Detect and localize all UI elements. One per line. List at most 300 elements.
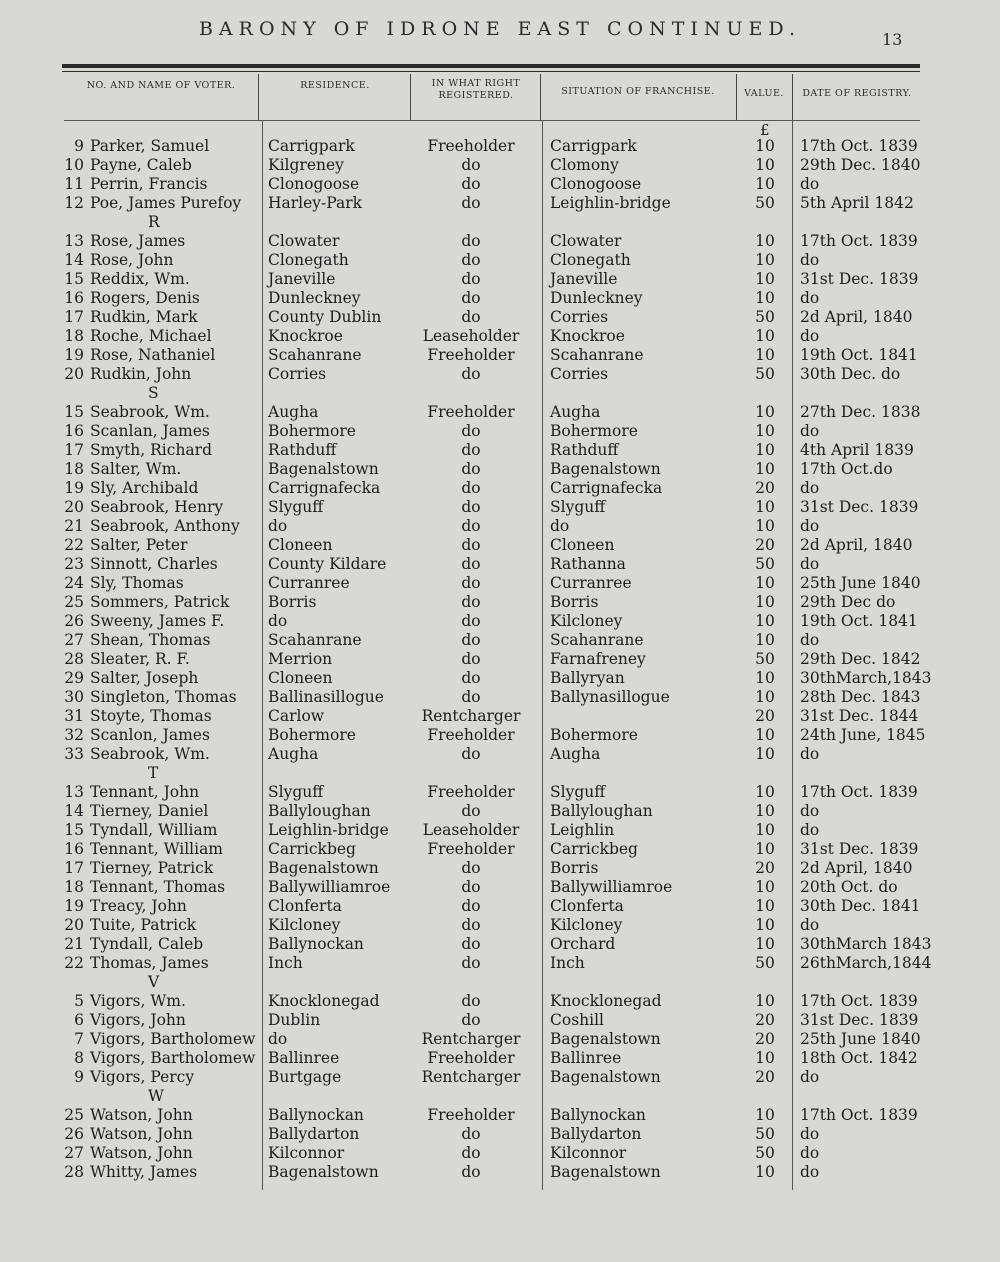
table-row [0, 326, 1000, 346]
registered-right: do [461, 593, 481, 611]
franchise-value: 10 [755, 783, 775, 801]
registry-date: 29th Dec. 1842 [800, 650, 921, 668]
voter-number: 21 [64, 517, 84, 535]
franchise-situation: Coshill [550, 1011, 605, 1029]
voter-name: Scanlan, James [90, 422, 210, 440]
voter-number: 20 [64, 916, 84, 934]
table-row [0, 269, 1000, 289]
franchise-situation: Ballyryan [550, 669, 625, 687]
residence: Carrickbeg [268, 840, 356, 858]
franchise-value: 10 [755, 441, 775, 459]
voter-number: 23 [64, 555, 84, 573]
registered-right: Freeholder [427, 840, 515, 858]
table-row [0, 953, 1000, 973]
col-header-no-name: NO. AND NAME OF VOTER. [86, 80, 236, 91]
registry-date: 20th Oct. do [800, 878, 898, 896]
table-row [0, 858, 1000, 878]
registered-right: do [461, 878, 481, 896]
franchise-situation: Slyguff [550, 498, 606, 516]
voter-name: Salter, Joseph [90, 669, 199, 687]
registered-right: Leaseholder [422, 821, 520, 839]
residence: Janeville [268, 270, 336, 288]
residence: Bohermore [268, 422, 356, 440]
registry-date: do [800, 479, 820, 497]
registered-right: do [461, 251, 481, 269]
table-row [0, 250, 1000, 270]
residence: Ballywilliamroe [268, 878, 391, 896]
table-row [0, 1162, 1000, 1182]
table-row [0, 573, 1000, 593]
registered-right: Leaseholder [422, 327, 520, 345]
registry-date: 31st Dec. 1844 [800, 707, 919, 725]
voter-number: 22 [64, 536, 84, 554]
registry-date: 30th Dec. 1841 [800, 897, 921, 915]
voter-name: Roche, Michael [90, 327, 212, 345]
registered-right: Freeholder [427, 726, 515, 744]
col-header-value: VALUE. [744, 88, 784, 99]
header-rule [62, 64, 920, 68]
residence: Corries [268, 365, 327, 383]
residence: Bagenalstown [268, 1163, 379, 1181]
voter-number: 25 [64, 1106, 84, 1124]
franchise-value: 10 [755, 840, 775, 858]
voter-name: Seabrook, Anthony [90, 517, 240, 535]
residence: do [268, 612, 288, 630]
voter-number: 20 [64, 498, 84, 516]
franchise-situation: Rathduff [550, 441, 619, 459]
registry-date: 17th Oct.do [800, 460, 893, 478]
registered-right: do [461, 688, 481, 706]
registry-date: 26thMarch,1844 [800, 954, 932, 972]
table-row [0, 231, 1000, 251]
table-row [0, 364, 1000, 384]
voter-name: Perrin, Francis [90, 175, 208, 193]
residence: Kilconnor [268, 1144, 345, 1162]
residence: Augha [268, 745, 319, 763]
franchise-value: 20 [755, 1011, 775, 1029]
registry-date: do [800, 1068, 820, 1086]
residence: Clowater [268, 232, 340, 250]
franchise-situation: Clonferta [550, 897, 624, 915]
franchise-situation: Kilcloney [550, 612, 623, 630]
table-row [0, 345, 1000, 365]
voter-number: 15 [64, 821, 84, 839]
voter-number: 16 [64, 840, 84, 858]
table-row [0, 193, 1000, 213]
voter-number: 31 [64, 707, 84, 725]
registered-right: do [461, 460, 481, 478]
franchise-situation: Ballynockan [550, 1106, 646, 1124]
voter-name: Tuite, Patrick [90, 916, 197, 934]
registry-date: 2d April, 1840 [800, 859, 913, 877]
voter-name: Seabrook, Wm. [90, 745, 210, 763]
residence: Burtgage [268, 1068, 342, 1086]
residence: Clonogoose [268, 175, 360, 193]
voter-name: Parker, Samuel [90, 137, 210, 155]
franchise-situation: Dunleckney [550, 289, 643, 307]
registered-right: do [461, 232, 481, 250]
table-row [0, 155, 1000, 175]
franchise-value: 10 [755, 327, 775, 345]
registry-date: do [800, 1144, 820, 1162]
registered-right: Freeholder [427, 1106, 515, 1124]
franchise-situation: Carrigpark [550, 137, 637, 155]
residence: Bagenalstown [268, 460, 379, 478]
residence: Carrignafecka [268, 479, 381, 497]
residence: Ballydarton [268, 1125, 360, 1143]
table-row [0, 497, 1000, 517]
col-divider [792, 74, 793, 120]
table-row [0, 136, 1000, 156]
franchise-value: 10 [755, 802, 775, 820]
voter-name: Sommers, Patrick [90, 593, 230, 611]
voter-number: 5 [74, 992, 84, 1010]
franchise-situation: Carrickbeg [550, 840, 638, 858]
section-letter: V [148, 973, 160, 991]
registry-date: 17th Oct. 1839 [800, 1106, 918, 1124]
registry-date: 31st Dec. 1839 [800, 270, 919, 288]
voter-name: Rose, John [90, 251, 174, 269]
franchise-value: 10 [755, 935, 775, 953]
table-row [0, 725, 1000, 745]
voter-name: Poe, James Purefoy [90, 194, 242, 212]
voter-name: Tennant, John [90, 783, 200, 801]
franchise-value: 10 [755, 726, 775, 744]
voter-name: Whitty, James [90, 1163, 198, 1181]
col-header-right-line1: IN WHAT RIGHT [431, 78, 521, 89]
residence: Augha [268, 403, 319, 421]
residence: Slyguff [268, 498, 324, 516]
franchise-situation: Orchard [550, 935, 616, 953]
voter-number: 13 [64, 783, 84, 801]
registered-right: do [461, 536, 481, 554]
residence: do [268, 517, 288, 535]
col-divider [540, 74, 541, 120]
franchise-value: 10 [755, 897, 775, 915]
voter-name: Tierney, Patrick [90, 859, 214, 877]
franchise-value: 10 [755, 403, 775, 421]
franchise-situation: Clomony [550, 156, 619, 174]
voter-number: 7 [74, 1030, 84, 1048]
registry-date: 30thMarch,1843 [800, 669, 932, 687]
section-letter: S [148, 384, 159, 402]
registry-date: 29th Dec. 1840 [800, 156, 921, 174]
franchise-situation: Ballynasillogue [550, 688, 670, 706]
section-letter: T [148, 764, 159, 782]
table-row [0, 668, 1000, 688]
franchise-value: 10 [755, 137, 775, 155]
voter-number: 27 [64, 631, 84, 649]
table-row [0, 1067, 1000, 1087]
residence: Leighlin-bridge [268, 821, 389, 839]
col-divider [258, 74, 259, 120]
residence: do [268, 1030, 288, 1048]
registered-right: Rentcharger [421, 1068, 521, 1086]
franchise-value: 20 [755, 1030, 775, 1048]
voter-number: 10 [64, 156, 84, 174]
registry-date: 25th June 1840 [800, 1030, 921, 1048]
residence: Curranree [268, 574, 350, 592]
franchise-value: 10 [755, 498, 775, 516]
residence: County Dublin [268, 308, 382, 326]
franchise-situation: Ballinree [550, 1049, 622, 1067]
registered-right: do [461, 289, 481, 307]
franchise-value: 10 [755, 745, 775, 763]
table-row [0, 174, 1000, 194]
registry-date: 25th June 1840 [800, 574, 921, 592]
table-row [0, 516, 1000, 536]
franchise-situation: Kilcloney [550, 916, 623, 934]
registry-date: 24th June, 1845 [800, 726, 926, 744]
registry-date: 17th Oct. 1839 [800, 137, 918, 155]
col-divider [410, 74, 411, 120]
voter-number: 8 [74, 1049, 84, 1067]
voter-number: 14 [64, 251, 84, 269]
table-row [0, 820, 1000, 840]
registered-right: do [461, 612, 481, 630]
voter-number: 18 [64, 460, 84, 478]
franchise-situation: Scahanrane [550, 631, 644, 649]
franchise-value: 50 [755, 650, 775, 668]
voter-name: Watson, John [90, 1144, 193, 1162]
voter-number: 25 [64, 593, 84, 611]
franchise-value: 20 [755, 707, 775, 725]
franchise-value: 10 [755, 669, 775, 687]
residence: Carrigpark [268, 137, 355, 155]
voter-number: 6 [74, 1011, 84, 1029]
voter-number: 19 [64, 897, 84, 915]
voter-name: Scanlon, James [90, 726, 210, 744]
col-header-date: DATE OF REGISTRY. [802, 88, 912, 99]
registry-date: do [800, 916, 820, 934]
residence: Kilgreney [268, 156, 344, 174]
voter-name: Tyndall, William [90, 821, 218, 839]
page-number: 13 [882, 30, 903, 49]
residence: Bagenalstown [268, 859, 379, 877]
franchise-situation: Curranree [550, 574, 632, 592]
table-row [0, 611, 1000, 631]
residence: Kilcloney [268, 916, 341, 934]
franchise-situation: Ballydarton [550, 1125, 642, 1143]
voter-number: 20 [64, 365, 84, 383]
franchise-value: 10 [755, 517, 775, 535]
voter-number: 26 [64, 612, 84, 630]
voter-name: Thomas, James [90, 954, 209, 972]
voter-number: 18 [64, 327, 84, 345]
voter-name: Rudkin, Mark [90, 308, 198, 326]
voter-name: Vigors, John [90, 1011, 186, 1029]
franchise-value: 10 [755, 916, 775, 934]
page-title: BARONY OF IDRONE EAST CONTINUED. [198, 18, 802, 40]
franchise-situation: Janeville [550, 270, 618, 288]
registered-right: do [461, 992, 481, 1010]
voter-name: Tennant, Thomas [90, 878, 226, 896]
franchise-situation: Inch [550, 954, 585, 972]
registry-date: do [800, 422, 820, 440]
currency-symbol: £ [760, 121, 770, 139]
voter-name: Stoyte, Thomas [90, 707, 212, 725]
franchise-value: 50 [755, 1144, 775, 1162]
voter-number: 13 [64, 232, 84, 250]
registry-date: 19th Oct. 1841 [800, 346, 918, 364]
voter-number: 24 [64, 574, 84, 592]
voter-name: Smyth, Richard [90, 441, 213, 459]
table-row [0, 782, 1000, 802]
franchise-value: 10 [755, 1163, 775, 1181]
table-row [0, 877, 1000, 897]
registry-date: 5th April 1842 [800, 194, 914, 212]
franchise-value: 10 [755, 821, 775, 839]
table-row [0, 1124, 1000, 1144]
registered-right: do [461, 1144, 481, 1162]
franchise-value: 20 [755, 479, 775, 497]
franchise-value: 10 [755, 1106, 775, 1124]
registry-date: 4th April 1839 [800, 441, 914, 459]
voter-number: 9 [74, 137, 84, 155]
voter-number: 33 [64, 745, 84, 763]
residence: Harley-Park [268, 194, 363, 212]
registered-right: Freeholder [427, 137, 515, 155]
voter-number: 18 [64, 878, 84, 896]
voter-number: 17 [64, 859, 84, 877]
table-row [0, 896, 1000, 916]
table-row [0, 1143, 1000, 1163]
section-letter: R [148, 213, 160, 231]
franchise-value: 50 [755, 365, 775, 383]
voter-number: 19 [64, 479, 84, 497]
franchise-situation: Knockroe [550, 327, 625, 345]
table-row [0, 307, 1000, 327]
voter-number: 29 [64, 669, 84, 687]
residence: Knockroe [268, 327, 343, 345]
voter-number: 28 [64, 1163, 84, 1181]
voter-name: Sly, Thomas [90, 574, 184, 592]
franchise-value: 10 [755, 460, 775, 478]
table-row [0, 459, 1000, 479]
registered-right: do [461, 175, 481, 193]
registry-date: do [800, 821, 820, 839]
franchise-situation: Ballywilliamroe [550, 878, 673, 896]
voter-name: Vigors, Wm. [90, 992, 186, 1010]
table-row [0, 402, 1000, 422]
col-header-right [412, 78, 540, 102]
residence: Ballyloughan [268, 802, 371, 820]
registry-date: 30thMarch 1843 [800, 935, 932, 953]
col-divider [736, 74, 737, 120]
franchise-situation: Rathanna [550, 555, 626, 573]
voter-number: 16 [64, 422, 84, 440]
franchise-value: 10 [755, 1049, 775, 1067]
table-row [0, 630, 1000, 650]
voter-number: 19 [64, 346, 84, 364]
franchise-situation: Corries [550, 308, 609, 326]
voter-number: 15 [64, 403, 84, 421]
franchise-value: 20 [755, 1068, 775, 1086]
table-row [0, 478, 1000, 498]
residence: Slyguff [268, 783, 324, 801]
franchise-situation: Farnafreney [550, 650, 646, 668]
registered-right: do [461, 194, 481, 212]
registry-date: 31st Dec. 1839 [800, 1011, 919, 1029]
franchise-value: 10 [755, 346, 775, 364]
registry-date: 17th Oct. 1839 [800, 783, 918, 801]
voter-name: Reddix, Wm. [90, 270, 190, 288]
franchise-value: 10 [755, 574, 775, 592]
voter-name: Rose, James [90, 232, 186, 250]
residence: Ballynockan [268, 1106, 364, 1124]
franchise-value: 10 [755, 612, 775, 630]
registered-right: Rentcharger [421, 707, 521, 725]
registry-date: do [800, 175, 820, 193]
residence: Inch [268, 954, 303, 972]
voter-name: Watson, John [90, 1125, 193, 1143]
table-row [0, 440, 1000, 460]
table-row [0, 535, 1000, 555]
voter-name: Treacy, John [90, 897, 187, 915]
table-row [0, 649, 1000, 669]
registry-date: 19th Oct. 1841 [800, 612, 918, 630]
registered-right: do [461, 1011, 481, 1029]
table-row [0, 1105, 1000, 1125]
table-row [0, 991, 1000, 1011]
franchise-value: 10 [755, 688, 775, 706]
registry-date: do [800, 745, 820, 763]
franchise-situation: Clonegath [550, 251, 631, 269]
table-row [0, 706, 1000, 726]
col-header-situation: SITUATION OF FRANCHISE. [561, 86, 715, 97]
franchise-value: 50 [755, 194, 775, 212]
registry-date: do [800, 802, 820, 820]
col-header-right-line2: REGISTERED. [438, 90, 514, 101]
registered-right: do [461, 441, 481, 459]
registered-right: Freeholder [427, 403, 515, 421]
residence: Scahanrane [268, 631, 362, 649]
voter-number: 11 [64, 175, 84, 193]
registered-right: do [461, 422, 481, 440]
residence: Rathduff [268, 441, 337, 459]
registry-date: do [800, 289, 820, 307]
registered-right: do [461, 745, 481, 763]
residence: Clonferta [268, 897, 342, 915]
voter-name: Salter, Peter [90, 536, 188, 554]
table-row [0, 288, 1000, 308]
residence: Dublin [268, 1011, 321, 1029]
registered-right: do [461, 897, 481, 915]
franchise-situation: Clowater [550, 232, 622, 250]
voter-name: Vigors, Bartholomew [90, 1049, 256, 1067]
registered-right: do [461, 802, 481, 820]
residence: County Kildare [268, 555, 387, 573]
registry-date: 29th Dec do [800, 593, 896, 611]
voter-number: 14 [64, 802, 84, 820]
franchise-situation: Augha [550, 745, 601, 763]
residence: Bohermore [268, 726, 356, 744]
registered-right: do [461, 935, 481, 953]
voter-name: Rogers, Denis [90, 289, 200, 307]
registered-right: do [461, 1163, 481, 1181]
residence: Carlow [268, 707, 325, 725]
table-row [0, 801, 1000, 821]
table-row [0, 1048, 1000, 1068]
franchise-value: 50 [755, 954, 775, 972]
franchise-value: 10 [755, 992, 775, 1010]
voter-number: 32 [64, 726, 84, 744]
table-row [0, 934, 1000, 954]
residence: Borris [268, 593, 317, 611]
registered-right: do [461, 308, 481, 326]
residence: Merrion [268, 650, 333, 668]
voter-name: Sinnott, Charles [90, 555, 218, 573]
